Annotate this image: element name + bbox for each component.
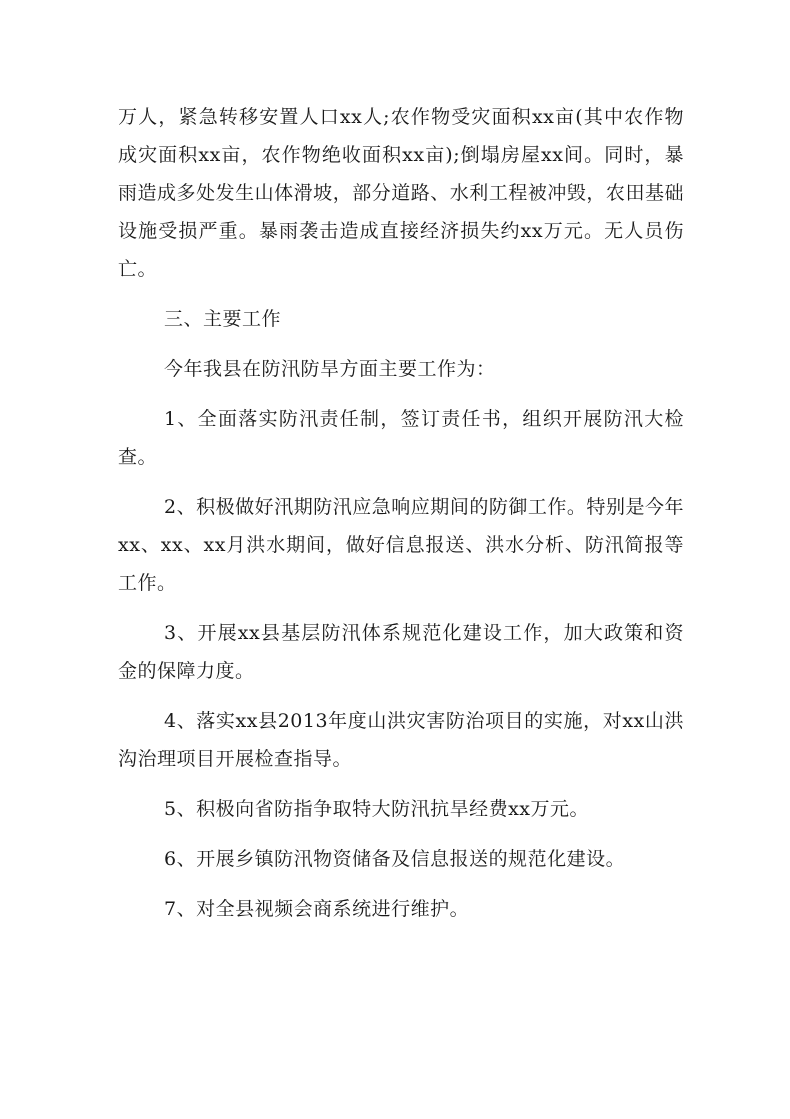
list-item-5: 5、积极向省防指争取特大防汛抗旱经费xx万元。 [164, 798, 590, 820]
document-body [118, 98, 684, 940]
list-item-2: 2、积极做好汛期防汛应急响应期间的防御工作。特别是今年xx、xx、xx月洪水期间，做好信息报送、洪水分析、防汛简报等工作。 [118, 496, 684, 594]
section-heading-main-work: 三、主要工作 [164, 308, 282, 330]
list-item-7: 7、对全县视频会商系统进行维护。 [164, 898, 470, 920]
list-item-3: 3、开展xx县基层防汛体系规范化建设工作，加大政策和资金的保障力度。 [118, 622, 684, 682]
list-item-4: 4、落实xx县2013年度山洪灾害防治项目的实施，对xx山洪沟治理项目开展检查指导。 [118, 710, 684, 770]
list-item-1: 1、全面落实防汛责任制，签订责任书，组织开展防汛大检查。 [118, 408, 684, 468]
paragraph-disaster-losses: 万人，紧急转移安置人口xx人;农作物受灾面积xx亩(其中农作物成灾面积xx亩，农作物绝收面积xx亩);倒塌房屋xx间。同时，暴雨造成多处发生山体滑坡，部分道路、水利工程被冲毁，农田基础设施受损严重。暴雨袭击造成直接经济损失约xx万元。无人员伤亡。 [118, 106, 684, 280]
paragraph-intro: 今年我县在防汛防旱方面主要工作为： [164, 358, 496, 380]
list-item-6: 6、开展乡镇防汛物资储备及信息报送的规范化建设。 [164, 848, 626, 870]
